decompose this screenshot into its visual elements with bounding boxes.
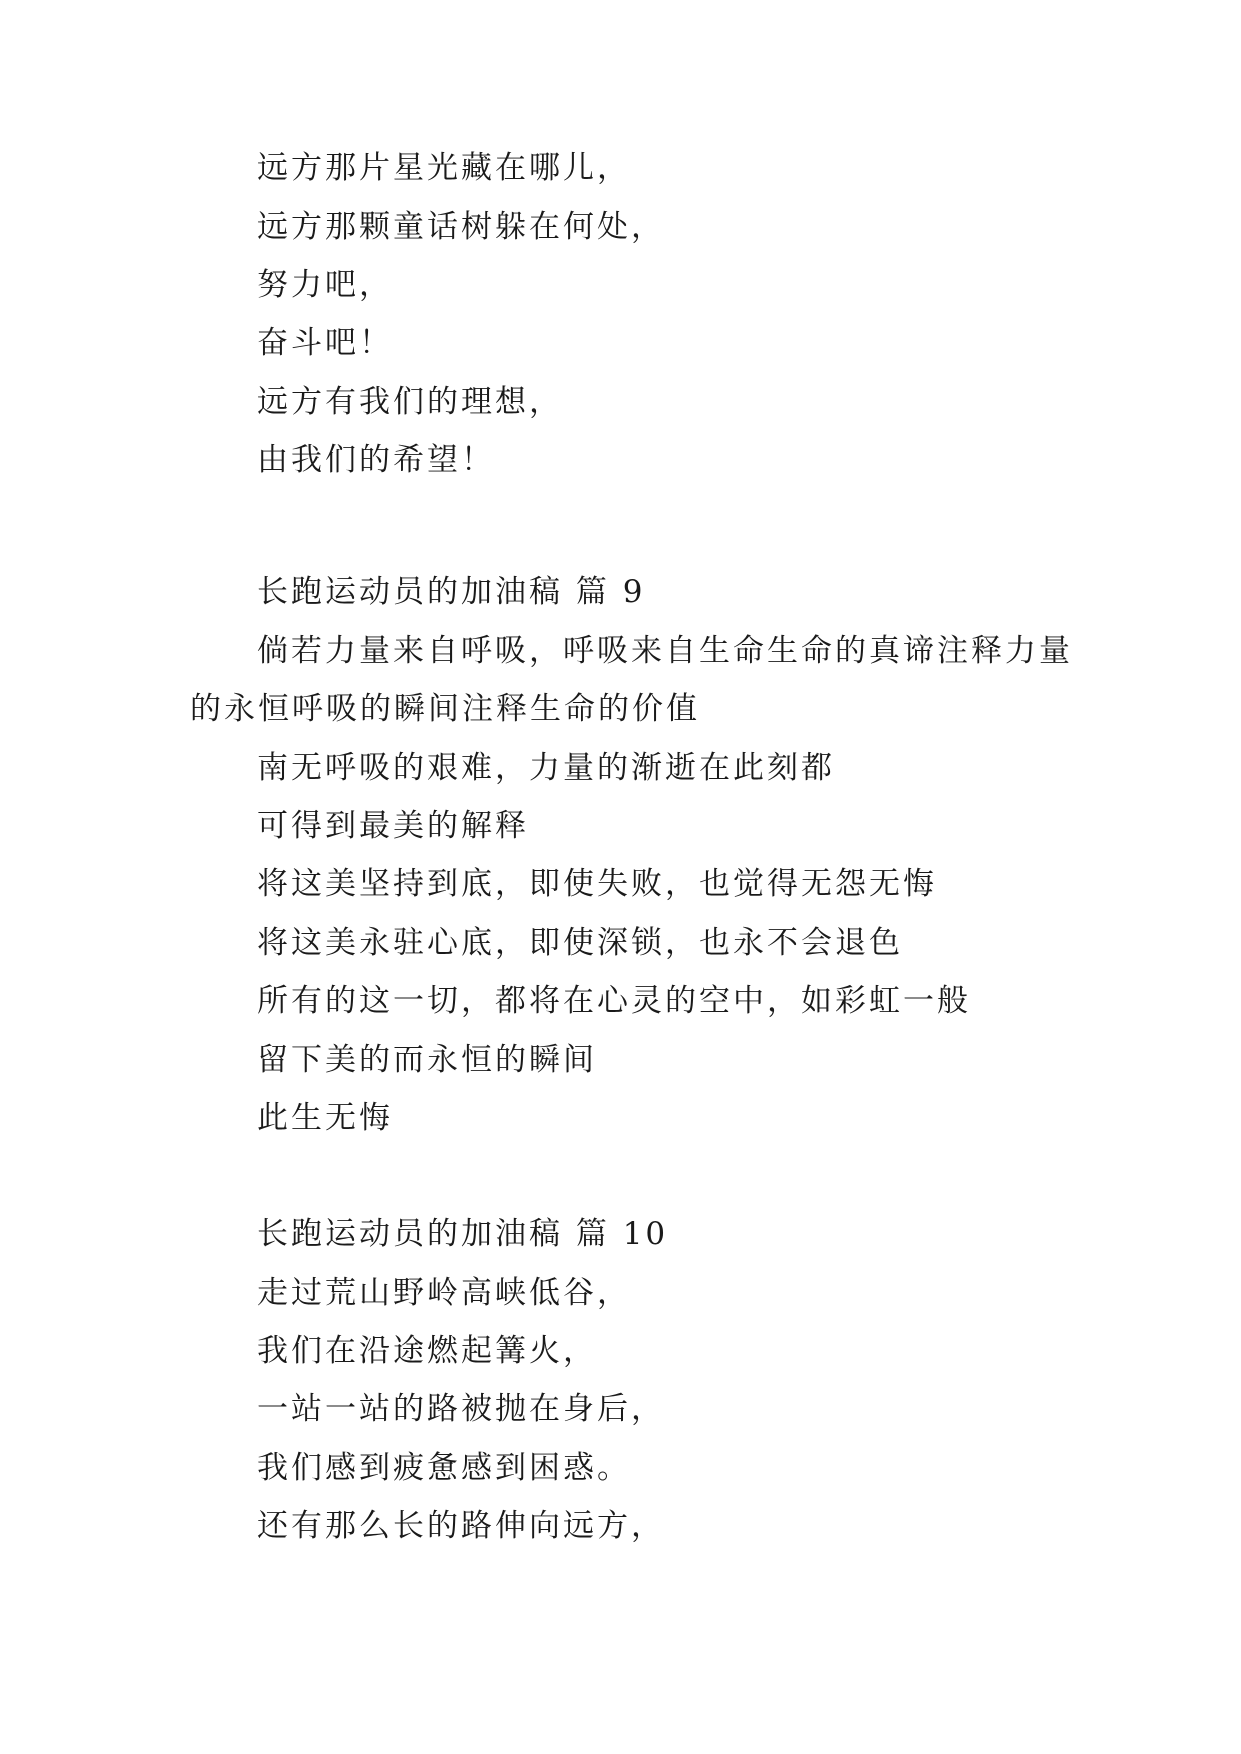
poem-line: 由我们的希望！ [257,442,495,478]
poem-line: 还有那么长的路伸向远方， [257,1508,665,1544]
paragraph-line: 的永恒呼吸的瞬间注释生命的价值 [190,691,700,727]
poem-line: 奋斗吧！ [257,325,393,361]
poem-line: 一站一站的路被抛在身后， [257,1391,665,1427]
poem-line: 努力吧， [257,267,393,303]
poem-line: 远方那颗童话树躲在何处， [257,209,665,245]
poem-line: 远方有我们的理想， [257,384,563,420]
poem-line: 走过荒山野岭高峡低谷， [257,1275,631,1311]
paragraph-line: 倘若力量来自呼吸，呼吸来自生命生命的真谛注释力量 [257,633,1073,669]
poem-line: 将这美坚持到底，即使失败，也觉得无怨无悔 [257,866,937,902]
poem-line: 可得到最美的解释 [257,808,529,844]
poem-line: 所有的这一切，都将在心灵的空中，如彩虹一般 [257,983,971,1019]
poem-line: 我们感到疲惫感到困惑。 [257,1450,631,1486]
poem-line: 此生无悔 [257,1100,393,1136]
poem-line: 将这美永驻心底，即使深锁，也永不会退色 [257,925,903,961]
poem-line: 留下美的而永恒的瞬间 [257,1042,597,1078]
poem-line: 南无呼吸的艰难，力量的渐逝在此刻都 [257,750,835,786]
poem-line: 我们在沿途燃起篝火， [257,1333,597,1369]
section-heading: 长跑运动员的加油稿 篇 10 [257,1216,669,1252]
section-heading: 长跑运动员的加油稿 篇 9 [257,574,646,610]
poem-line: 远方那片星光藏在哪儿， [257,150,631,186]
